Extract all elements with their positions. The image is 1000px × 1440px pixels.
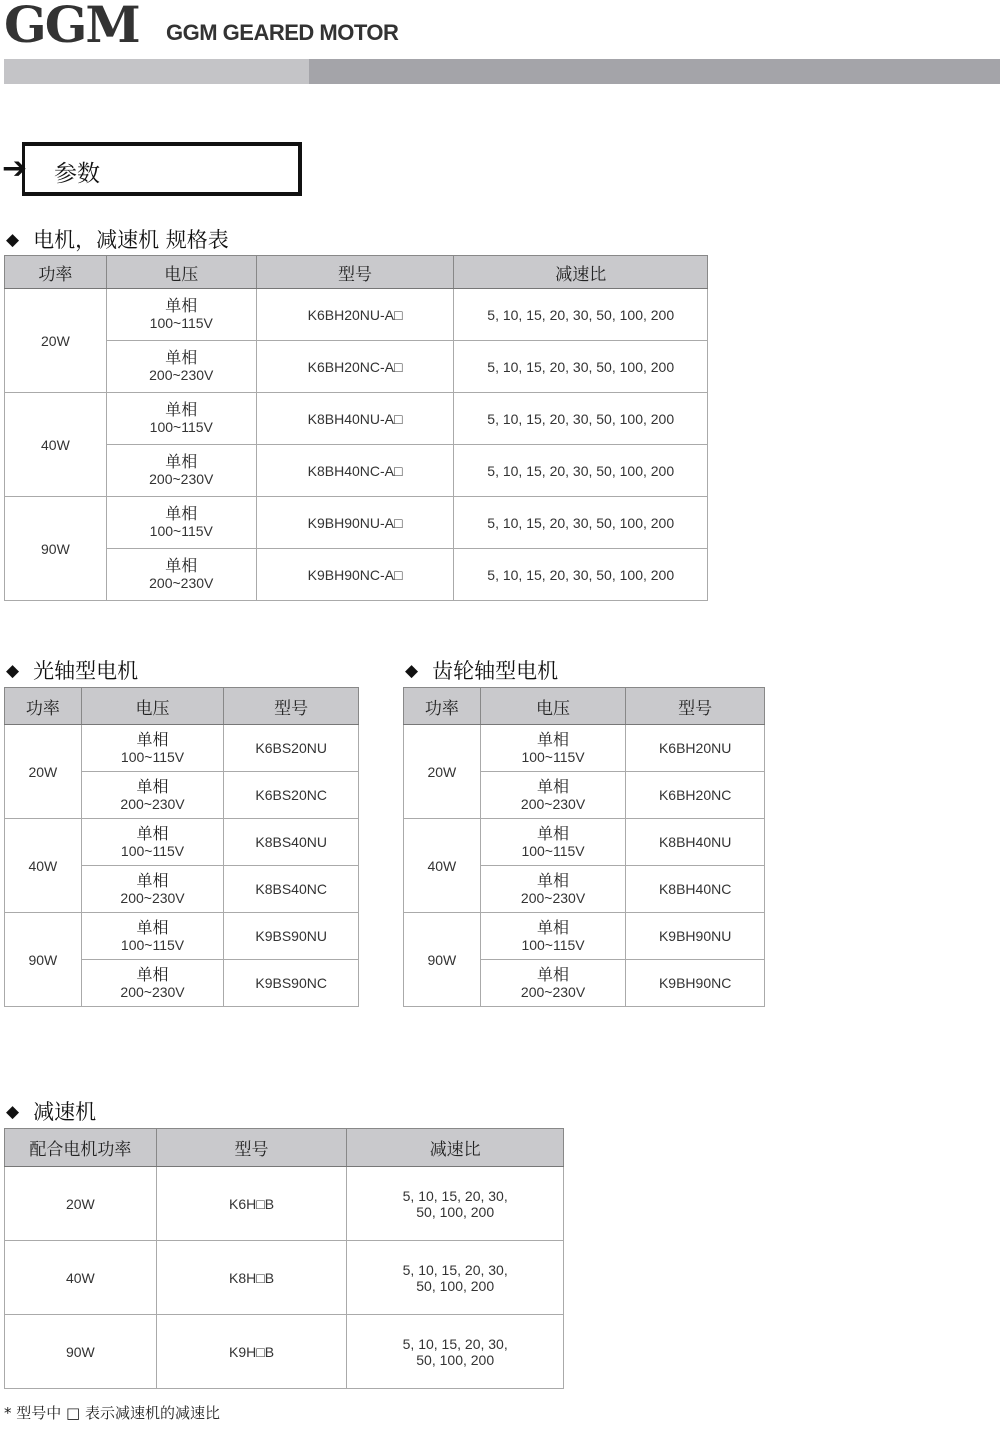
voltage-range: 100~115V (120, 842, 185, 859)
arrow-right-icon: ➔ (2, 151, 28, 186)
model-cell: K6BH20NC (626, 772, 765, 819)
voltage-cell (480, 772, 626, 819)
voltage-range: 200~230V (120, 889, 185, 906)
voltage-range: 100~115V (120, 748, 185, 765)
ratio-cell: 5, 10, 15, 20, 30, 50, 100, 200 (454, 549, 708, 601)
voltage-cell (106, 341, 256, 393)
section-title-text: 齿轮轴型电机 (432, 659, 559, 683)
voltage-cell (480, 725, 626, 772)
ratio-cell (347, 1167, 564, 1241)
column-header: 电压 (81, 688, 224, 725)
column-header: 配合电机功率 (5, 1129, 157, 1167)
phase-label: 单相 (165, 454, 198, 471)
voltage-cell (81, 913, 224, 960)
table-header-row (5, 1129, 564, 1167)
voltage-range: 100~115V (149, 419, 213, 435)
voltage-range: 200~230V (149, 471, 214, 487)
phase-label: 单相 (165, 558, 198, 575)
phase-label: 单相 (136, 966, 169, 984)
table-header-row (404, 688, 765, 725)
spec-table-motor-reducer (4, 255, 708, 601)
model-cell: K8BH40NU (626, 819, 765, 866)
diamond-bullet-icon: ◆ (6, 661, 20, 681)
column-header: 功率 (404, 688, 481, 725)
spec-table-plain-shaft (4, 687, 359, 1007)
model-cell: K8H□B (156, 1241, 347, 1315)
column-header: 功率 (5, 688, 82, 725)
ratio-line: 5, 10, 15, 20, 30, (402, 1335, 508, 1352)
power-cell: 40W (5, 1241, 157, 1315)
voltage-range: 100~115V (120, 936, 185, 953)
ratio-line: 50, 100, 200 (416, 1351, 495, 1368)
column-header: 减速比 (347, 1129, 564, 1167)
table-row (5, 819, 359, 866)
phase-label: 单相 (165, 402, 198, 419)
column-header: 电压 (480, 688, 626, 725)
table-row (5, 393, 708, 445)
voltage-cell (480, 913, 626, 960)
voltage-cell (106, 497, 256, 549)
table-row (5, 289, 708, 341)
voltage-range: 100~115V (149, 315, 213, 331)
voltage-cell (106, 445, 256, 497)
table-row (5, 1315, 564, 1389)
section-title-reducer (6, 1096, 96, 1126)
power-cell: 20W (5, 725, 82, 819)
model-cell: K9BS90NU (224, 913, 359, 960)
voltage-range: 200~230V (520, 795, 586, 812)
table-row (5, 1167, 564, 1241)
phase-label: 单相 (537, 872, 570, 890)
model-cell: K9BH90NC (626, 960, 765, 1007)
model-cell: K8BH40NC-A□ (256, 445, 454, 497)
voltage-cell (81, 819, 224, 866)
model-cell: K6H□B (156, 1167, 347, 1241)
power-cell: 40W (5, 393, 107, 497)
phase-label: 单相 (165, 350, 198, 367)
phase-label: 单相 (136, 919, 169, 937)
ratio-line: 50, 100, 200 (416, 1203, 495, 1220)
model-cell: K8BH40NU-A□ (256, 393, 454, 445)
column-header: 型号 (626, 688, 765, 725)
voltage-range: 200~230V (520, 983, 586, 1000)
diamond-bullet-icon: ◆ (6, 230, 20, 250)
model-cell: K6BS20NC (224, 772, 359, 819)
ratio-cell: 5, 10, 15, 20, 30, 50, 100, 200 (454, 289, 708, 341)
ratio-line: 50, 100, 200 (416, 1277, 495, 1294)
column-header: 型号 (156, 1129, 347, 1167)
ratio-cell (347, 1241, 564, 1315)
ratio-line: 5, 10, 15, 20, 30, (402, 1187, 508, 1204)
spec-table-gear-shaft (403, 687, 765, 1007)
ratio-cell: 5, 10, 15, 20, 30, 50, 100, 200 (454, 393, 708, 445)
ratio-line: 5, 10, 15, 20, 30, (402, 1261, 508, 1278)
table-row (404, 725, 765, 772)
section-title-text: 光轴型电机 (33, 659, 139, 683)
voltage-range: 100~115V (149, 523, 213, 539)
table-row (5, 725, 359, 772)
phase-label: 单相 (537, 966, 570, 984)
power-cell: 20W (5, 1167, 157, 1241)
power-cell: 40W (5, 819, 82, 913)
power-cell: 90W (404, 913, 481, 1007)
phase-label: 单相 (537, 919, 570, 937)
voltage-cell (81, 866, 224, 913)
model-cell: K6BH20NC-A□ (256, 341, 454, 393)
model-cell: K9BS90NC (224, 960, 359, 1007)
phase-label: 单相 (165, 506, 198, 523)
power-cell: 90W (5, 913, 82, 1007)
param-heading: 参数 (54, 161, 100, 187)
section-title-text: 电机，减速机 规格表 (33, 228, 229, 252)
power-cell: 40W (404, 819, 481, 913)
model-cell: K9BH90NU (626, 913, 765, 960)
section-title-motor-reducer (6, 224, 229, 254)
model-cell: K9BH90NU-A□ (256, 497, 454, 549)
phase-label: 单相 (136, 825, 169, 843)
table-row (404, 913, 765, 960)
model-cell: K6BH20NU-A□ (256, 289, 454, 341)
phase-label: 单相 (537, 778, 570, 796)
page-header (4, 0, 1000, 90)
model-cell: K9BH90NC-A□ (256, 549, 454, 601)
section-title-gear-shaft (405, 655, 558, 685)
ratio-cell: 5, 10, 15, 20, 30, 50, 100, 200 (454, 497, 708, 549)
power-cell: 20W (404, 725, 481, 819)
column-header: 减速比 (454, 256, 708, 289)
voltage-cell (480, 866, 626, 913)
voltage-cell (480, 960, 626, 1007)
column-header: 电压 (106, 256, 256, 289)
table-row (5, 549, 708, 601)
model-cell: K8BH40NC (626, 866, 765, 913)
voltage-range: 200~230V (120, 983, 185, 1000)
power-cell: 90W (5, 497, 107, 601)
model-cell: K8BS40NU (224, 819, 359, 866)
phase-label: 单相 (537, 731, 570, 749)
power-cell: 20W (5, 289, 107, 393)
voltage-cell (480, 819, 626, 866)
table-row (5, 913, 359, 960)
brand-logo: GGM (4, 0, 139, 54)
model-cell: K6BH20NU (626, 725, 765, 772)
voltage-range: 200~230V (149, 367, 214, 383)
ratio-cell: 5, 10, 15, 20, 30, 50, 100, 200 (454, 445, 708, 497)
table-row (5, 445, 708, 497)
voltage-cell (81, 960, 224, 1007)
voltage-cell (106, 549, 256, 601)
phase-label: 单相 (165, 298, 198, 315)
phase-label: 单相 (136, 778, 169, 796)
phase-label: 单相 (136, 872, 169, 890)
voltage-cell (106, 393, 256, 445)
spec-table-reducer (4, 1128, 564, 1389)
diamond-bullet-icon: ◆ (405, 661, 419, 681)
voltage-range: 200~230V (520, 889, 586, 906)
column-header: 型号 (256, 256, 454, 289)
model-cell: K6BS20NU (224, 725, 359, 772)
voltage-range: 100~115V (521, 936, 585, 953)
header-bar-dark (309, 59, 1000, 84)
phase-label: 单相 (537, 825, 570, 843)
brand-subtitle: GGM GEARED MOTOR (166, 20, 399, 45)
voltage-range: 200~230V (149, 575, 214, 591)
ratio-cell (347, 1315, 564, 1389)
voltage-range: 100~115V (521, 748, 585, 765)
table-row (5, 497, 708, 549)
column-header: 功率 (5, 256, 107, 289)
model-cell: K9H□B (156, 1315, 347, 1389)
section-title-plain-shaft (6, 655, 138, 685)
voltage-range: 200~230V (120, 795, 185, 812)
ratio-cell: 5, 10, 15, 20, 30, 50, 100, 200 (454, 341, 708, 393)
table-row (5, 341, 708, 393)
model-cell: K8BS40NC (224, 866, 359, 913)
header-bar-light (4, 59, 309, 84)
phase-label: 单相 (136, 731, 169, 749)
table-row (404, 819, 765, 866)
section-title-text: 减速机 (33, 1100, 97, 1124)
table-row (5, 1241, 564, 1315)
table-header-row (5, 688, 359, 725)
column-header: 型号 (224, 688, 359, 725)
diamond-bullet-icon: ◆ (6, 1102, 20, 1122)
power-cell: 90W (5, 1315, 157, 1389)
table-header-row (5, 256, 708, 289)
voltage-cell (81, 772, 224, 819)
footnote: * 型号中 □ 表示减速机的减速比 (4, 1404, 220, 1422)
voltage-range: 100~115V (521, 842, 585, 859)
voltage-cell (106, 289, 256, 341)
voltage-cell (81, 725, 224, 772)
